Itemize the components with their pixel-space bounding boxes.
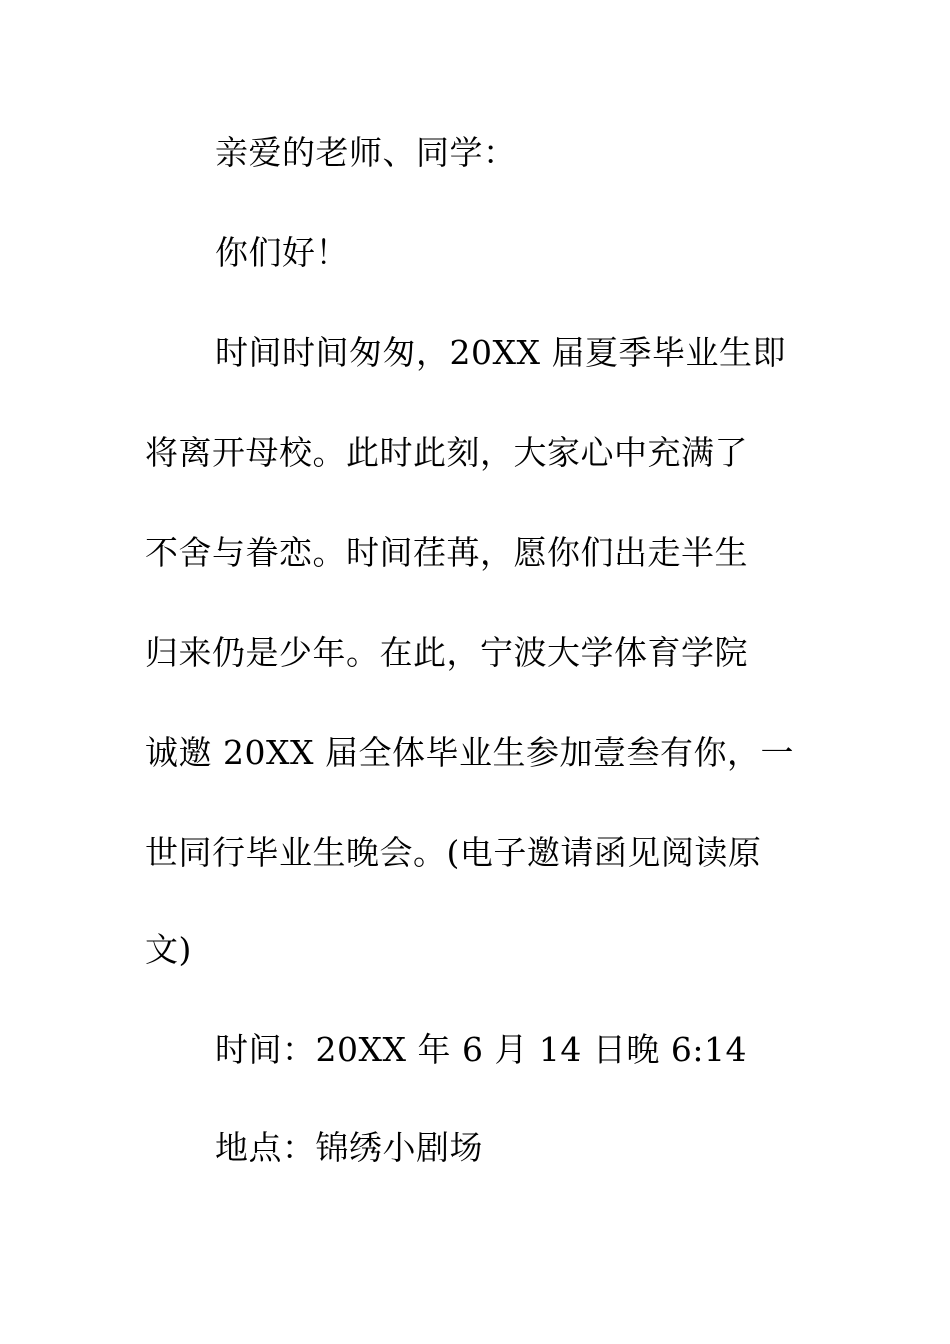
body-line: 不舍与眷恋。时间荏苒，愿你们出走半生 — [145, 533, 748, 572]
body-line: 文) — [145, 930, 192, 969]
body-line: 世同行毕业生晚会。(电子邀请函见阅读原 — [145, 833, 762, 872]
body-line: 将离开母校。此时此刻，大家心中充满了 — [145, 433, 748, 472]
body-line: 时间时间匆匆，20XX 届夏季毕业生即 — [215, 333, 786, 372]
greeting: 你们好！ — [215, 233, 349, 272]
event-time: 时间：20XX 年 6 月 14 日晚 6:14 — [215, 1030, 748, 1069]
salutation: 亲爱的老师、同学： — [215, 133, 517, 172]
body-line: 诚邀 20XX 届全体毕业生参加壹叁有你，一 — [145, 733, 794, 772]
body-line: 归来仍是少年。在此，宁波大学体育学院 — [145, 633, 748, 672]
event-place: 地点：锦绣小剧场 — [215, 1128, 483, 1167]
